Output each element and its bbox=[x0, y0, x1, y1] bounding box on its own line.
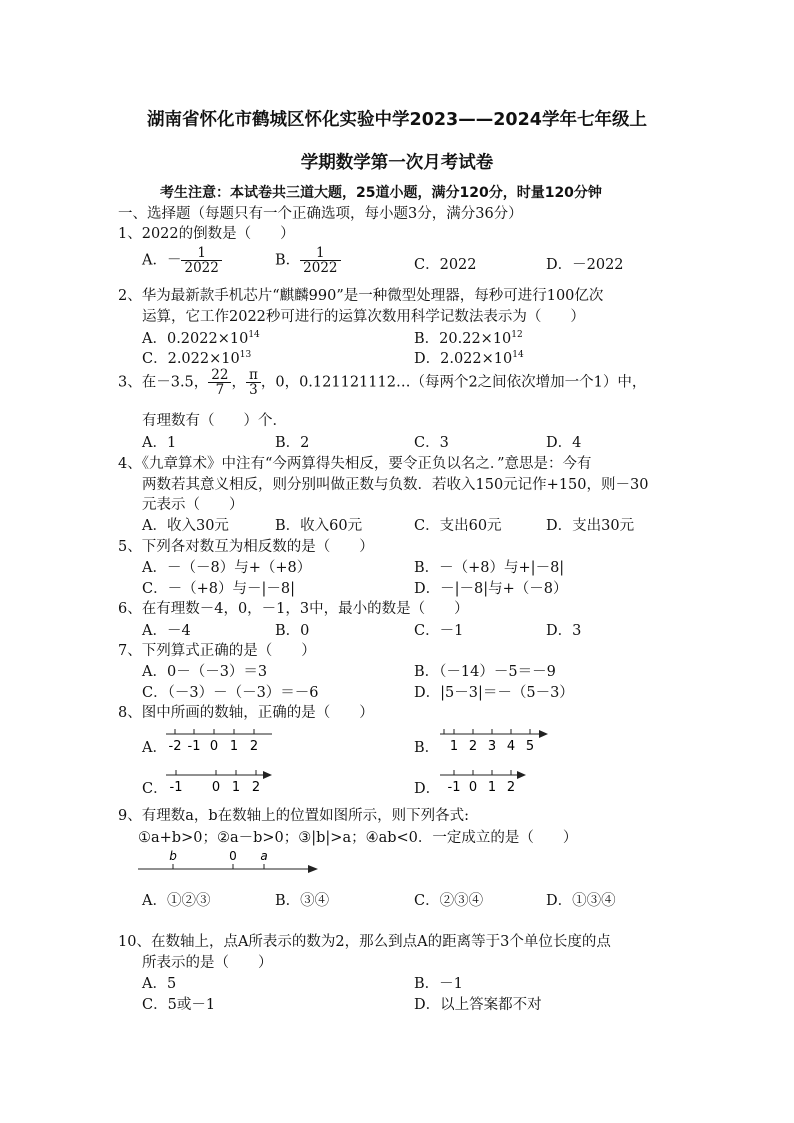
q8-stem: 8、图中所画的数轴，正确的是（ ） bbox=[118, 705, 374, 721]
q8-option-d-numberline bbox=[436, 763, 552, 797]
fraction: $\frac{1}{2022}$ bbox=[181, 246, 221, 275]
point-b-label: b bbox=[169, 849, 177, 863]
q8-option-a-numberline bbox=[164, 722, 282, 756]
tick-label: 0 bbox=[468, 780, 478, 795]
tick-label: 1 bbox=[231, 780, 241, 795]
q5-option-b: B．－（+8）与+|－8| bbox=[414, 560, 565, 576]
q4-option-a: A．收入30元 bbox=[142, 518, 229, 534]
q1-stem: 1、2022的倒数是（ ） bbox=[118, 226, 295, 242]
q6-option-b: B．0 bbox=[275, 623, 310, 639]
fraction: $\frac{1}{2022}$ bbox=[300, 246, 340, 275]
q9-option-b: B．③④ bbox=[275, 893, 330, 909]
tick-label: -2 bbox=[168, 739, 182, 754]
q3-stem-line1: 3、在－3.5， $\frac{22}{7}$ ， $\frac{\pi}{3}$ ，0，0.121121112…（每两个2之间依次增加一个1）中， bbox=[118, 367, 647, 399]
q10-stem-line1: 10、在数轴上，点A所表示的数为2，那么到点A的距离等于3个单位长度的点 bbox=[118, 934, 611, 950]
tick-label: -1 bbox=[169, 780, 183, 795]
origin-label: 0 bbox=[229, 849, 237, 863]
q7-option-a: A．0－（－3）＝3 bbox=[142, 664, 268, 680]
q4-stem-line1: 4、《九章算术》中注有“今两算得失相反，要令正负以名之．”意思是：今有 bbox=[118, 456, 592, 472]
q3-option-b: B．2 bbox=[275, 435, 310, 451]
q10-option-a: A．5 bbox=[142, 976, 177, 992]
q10-stem-line2: 所表示的是（ ） bbox=[142, 955, 273, 971]
point-a-label: a bbox=[260, 849, 268, 863]
q3-stem-line2: 有理数有（ ）个． bbox=[142, 413, 287, 429]
q10-option-d: D．以上答案都不对 bbox=[414, 997, 542, 1013]
q1-option-b: B． $\frac{1}{2022}$ bbox=[275, 246, 341, 275]
q9-option-d: D．①③④ bbox=[546, 893, 616, 909]
q2-stem-line1: 2、华为最新款手机芯片“麒麟990”是一种微型处理器，每秒可进行100亿次 bbox=[118, 288, 604, 304]
q4-option-c: C．支出60元 bbox=[414, 518, 502, 534]
q2-option-c: C．$2.022\times 10^{13}$ bbox=[142, 350, 252, 367]
q7-option-c: C．（－3）－（－3）＝－6 bbox=[142, 685, 319, 701]
q9-option-a: A．①②③ bbox=[142, 893, 211, 909]
q1-option-d: D．－2022 bbox=[546, 257, 624, 273]
q7-stem: 7、下列算式正确的是（ ） bbox=[118, 643, 316, 659]
axis-arrow bbox=[517, 771, 526, 779]
tick-label: 5 bbox=[525, 739, 535, 754]
q6-option-c: C．－1 bbox=[414, 623, 464, 639]
tick-label: 3 bbox=[487, 739, 497, 754]
fraction: $\frac{\pi}{3}$ bbox=[246, 368, 261, 397]
exam-title-line2: 学期数学第一次月考试卷 bbox=[300, 153, 494, 173]
q5-option-c: C．－（+8）与－|－8| bbox=[142, 581, 295, 597]
tick-label: 2 bbox=[249, 739, 259, 754]
tick-label: 1 bbox=[487, 780, 497, 795]
q4-option-b: B．收入60元 bbox=[275, 518, 363, 534]
q1-option-c: C．2022 bbox=[414, 257, 477, 273]
q3-option-c: C．3 bbox=[414, 435, 449, 451]
q4-option-d: D．支出30元 bbox=[546, 518, 635, 534]
exam-notice: 考生注意：本试卷共三道大题，25道小题，满分120分，时量120分钟 bbox=[160, 185, 602, 201]
q2-option-a: A．$0.2022\times 10^{14}$ bbox=[142, 330, 260, 347]
axis-arrow bbox=[263, 771, 272, 779]
q5-option-a: A．－（－8）与+（+8） bbox=[142, 560, 312, 576]
q10-option-c: C．5或－1 bbox=[142, 997, 216, 1013]
axis-arrow bbox=[539, 730, 548, 738]
tick-label: 2 bbox=[251, 780, 261, 795]
q1-option-a: A．－ $\frac{1}{2022}$ bbox=[142, 246, 222, 275]
fraction: $\frac{22}{7}$ bbox=[208, 368, 231, 397]
tick-label: -1 bbox=[187, 739, 201, 754]
q9-stem-line2: ①a+b>0；②a－b>0；③|b|>a；④ab<0．一定成立的是（ ） bbox=[138, 830, 578, 846]
q8-option-a-label: A． bbox=[142, 740, 167, 756]
tick-label: 2 bbox=[506, 780, 516, 795]
q2-option-d: D．$2.022\times 10^{14}$ bbox=[414, 350, 524, 367]
q8-option-c-numberline bbox=[164, 763, 282, 797]
section-heading: 一、选择题（每题只有一个正确选项，每小题3分，满分36分） bbox=[118, 206, 523, 222]
q8-option-b-label: B． bbox=[414, 740, 440, 756]
q9-stem-line1: 9、有理数a，b在数轴上的位置如图所示，则下列各式: bbox=[118, 808, 470, 824]
tick-label: 4 bbox=[506, 739, 516, 754]
tick-label: 0 bbox=[211, 780, 221, 795]
axis-arrow bbox=[308, 865, 318, 873]
q8-option-d-label: D． bbox=[414, 781, 441, 797]
q2-stem-line2: 运算，它工作2022秒可进行的运算次数用科学记数法表示为（ ） bbox=[142, 309, 585, 325]
q8-option-b-numberline bbox=[436, 722, 552, 756]
q2-option-b: B．$20.22\times 10^{12}$ bbox=[414, 330, 523, 347]
exam-title-line1: 湖南省怀化市鹤城区怀化实验中学2023——2024学年七年级上 bbox=[147, 110, 647, 130]
q6-option-d: D．3 bbox=[546, 623, 582, 639]
q4-stem-line2: 两数若其意义相反，则分别叫做正数与负数．若收入150元记作+150，则－30 bbox=[142, 477, 649, 493]
tick-label: 1 bbox=[449, 739, 459, 754]
q5-stem: 5、下列各对数互为相反数的是（ ） bbox=[118, 539, 374, 555]
q9-option-c: C．②③④ bbox=[414, 893, 484, 909]
q4-stem-line3: 元表示（ ） bbox=[142, 497, 244, 513]
q10-option-b: B．－1 bbox=[414, 976, 463, 992]
q6-option-a: A．－4 bbox=[142, 623, 191, 639]
tick-label: 1 bbox=[229, 739, 239, 754]
tick-label: 2 bbox=[468, 739, 478, 754]
q3-option-a: A．1 bbox=[142, 435, 177, 451]
q8-option-c-label: C． bbox=[142, 781, 168, 797]
tick-label: -1 bbox=[447, 780, 461, 795]
q7-option-b: B．（－14）－5＝－9 bbox=[414, 664, 556, 680]
q6-stem: 6、在有理数－4，0，－1，3中，最小的数是（ ） bbox=[118, 601, 469, 617]
q3-option-d: D．4 bbox=[546, 435, 582, 451]
q7-option-d: D．|5－3|＝－（5－3） bbox=[414, 685, 574, 701]
tick-label: 0 bbox=[209, 739, 219, 754]
q5-option-d: D．－|－8|与+（－8） bbox=[414, 581, 568, 597]
q9-numberline bbox=[136, 848, 326, 878]
